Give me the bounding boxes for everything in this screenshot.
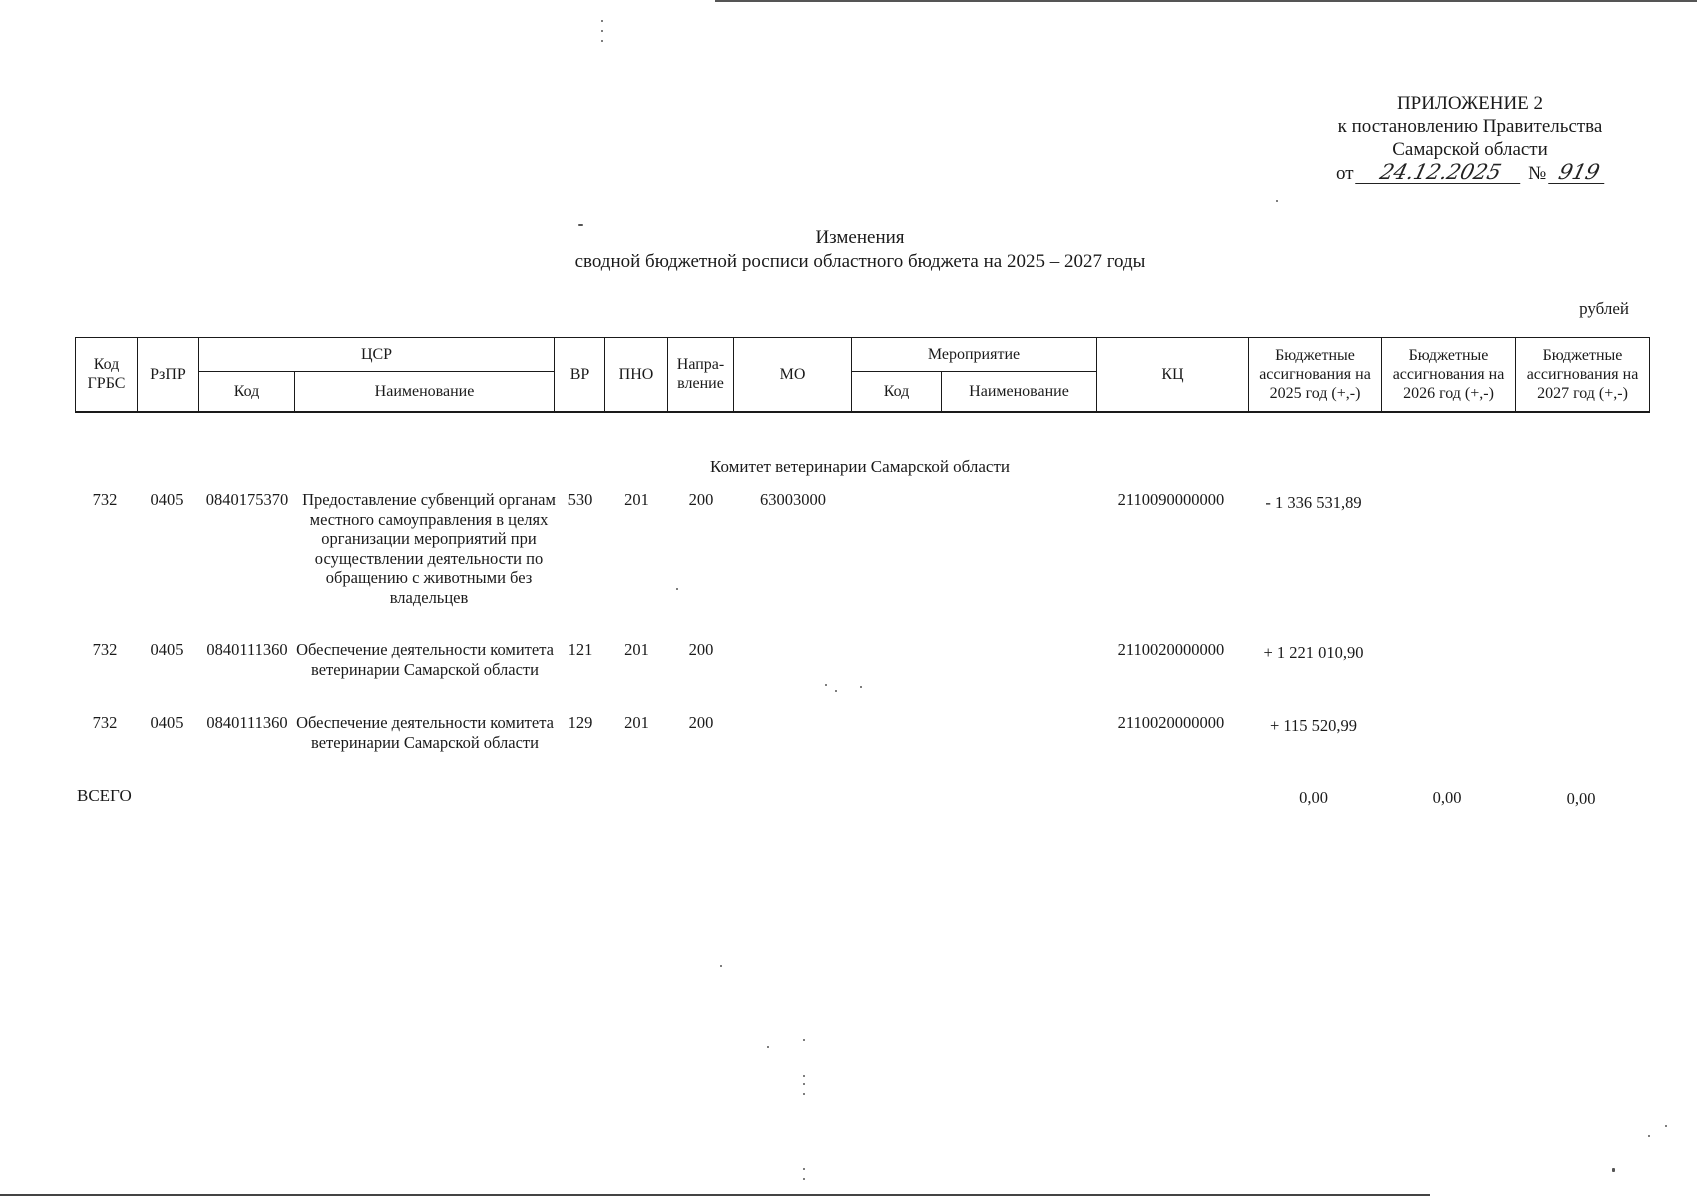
cell-mo: 63003000 bbox=[760, 490, 826, 509]
appendix-title: ПРИЛОЖЕНИЕ 2 bbox=[1396, 93, 1544, 114]
header-kod-grbs: Код ГРБС bbox=[76, 338, 138, 412]
total-budget-2027: 0,00 bbox=[1566, 789, 1596, 808]
cell-rzpr: 0405 bbox=[150, 640, 184, 659]
cell-napr: 200 bbox=[688, 640, 714, 659]
handwritten-number: 919 bbox=[1548, 161, 1610, 184]
table-header bbox=[75, 337, 1650, 413]
cell-vr: 129 bbox=[567, 713, 593, 732]
document-title: Изменения bbox=[815, 227, 905, 248]
scan-speck bbox=[676, 588, 678, 590]
cell-kc: 2110090000000 bbox=[1117, 490, 1225, 509]
cell-csr-kod: 0840111360 bbox=[206, 640, 288, 659]
scan-speck bbox=[803, 1168, 805, 1170]
scan-speck bbox=[601, 20, 603, 22]
scan-speck bbox=[803, 1039, 805, 1041]
header-mer-kod: Код bbox=[852, 372, 942, 412]
scan-speck bbox=[601, 40, 603, 42]
scan-speck bbox=[803, 1093, 805, 1095]
appendix-line-2: Самарской области bbox=[1392, 139, 1548, 160]
cell-csr-name: Предоставление субвенций органам местного самоуправления в целях организации мероприятий при осуществлении деятельности по обращению с животными без владельцев bbox=[302, 490, 556, 607]
cell-grbs: 732 bbox=[92, 713, 118, 732]
scan-speck bbox=[1665, 1125, 1667, 1127]
cell-budget-2025: - 1 336 531,89 bbox=[1265, 493, 1362, 512]
appendix-line-1: к постановлению Правительства bbox=[1337, 116, 1603, 137]
document-subtitle: сводной бюджетной росписи областного бюджета на 2025 – 2027 годы bbox=[574, 251, 1146, 272]
header-mer-name: Наименование bbox=[942, 372, 1097, 412]
cell-pno: 201 bbox=[624, 640, 649, 659]
header-rzpr: РзПР bbox=[138, 338, 199, 412]
scan-speck bbox=[803, 1075, 805, 1077]
scan-speck bbox=[860, 686, 862, 688]
header-budget-2027: Бюджетные ассигнования на 2027 год (+,-) bbox=[1516, 338, 1650, 412]
header-pno: ПНО bbox=[605, 338, 668, 412]
scan-edge-bottom bbox=[0, 1194, 1430, 1196]
total-budget-2025: 0,00 bbox=[1299, 788, 1328, 807]
scan-speck bbox=[825, 684, 827, 686]
units-label: рублей bbox=[1579, 299, 1629, 318]
cell-csr-name: Обеспечение деятельности комитета ветеринарии Самарской области bbox=[296, 640, 554, 679]
scan-edge-top bbox=[715, 0, 1697, 2]
header-kc: КЦ bbox=[1097, 338, 1249, 412]
appendix-signature-line bbox=[1305, 161, 1635, 185]
document-title-block bbox=[460, 226, 1260, 274]
cell-budget-2025: + 115 520,99 bbox=[1269, 716, 1358, 735]
header-budget-2026: Бюджетные ассигнования на 2026 год (+,-) bbox=[1382, 338, 1516, 412]
cell-budget-2025: + 1 221 010,90 bbox=[1263, 643, 1364, 662]
cell-kc: 2110020000000 bbox=[1117, 713, 1225, 732]
cell-napr: 200 bbox=[688, 490, 714, 509]
cell-rzpr: 0405 bbox=[150, 490, 184, 509]
scan-speck bbox=[803, 1178, 805, 1180]
cell-pno: 201 bbox=[624, 490, 649, 509]
scan-speck bbox=[767, 1046, 769, 1048]
total-label: ВСЕГО bbox=[77, 786, 132, 805]
scan-speck bbox=[1612, 1168, 1615, 1172]
handwritten-date: 24.12.2025 bbox=[1355, 161, 1526, 184]
cell-vr: 530 bbox=[567, 490, 593, 509]
cell-vr: 121 bbox=[567, 640, 593, 659]
number-label: № bbox=[1528, 163, 1547, 184]
header-csr-kod: Код bbox=[199, 372, 295, 412]
cell-grbs: 732 bbox=[92, 640, 118, 659]
header-vr: ВР bbox=[555, 338, 605, 412]
scan-speck bbox=[1648, 1135, 1650, 1137]
cell-kc: 2110020000000 bbox=[1117, 640, 1225, 659]
from-label: от bbox=[1336, 163, 1354, 184]
cell-napr: 200 bbox=[688, 713, 714, 732]
header-budget-2025: Бюджетные ассигнования на 2025 год (+,-) bbox=[1249, 338, 1382, 412]
header-meropriyatie: Мероприятие bbox=[852, 338, 1097, 372]
header-napravlenie: Напра- вление bbox=[668, 338, 734, 412]
cell-csr-kod: 0840175370 bbox=[205, 490, 289, 509]
scan-speck bbox=[720, 965, 722, 967]
scan-speck bbox=[1276, 200, 1278, 202]
cell-grbs: 732 bbox=[92, 490, 118, 509]
scan-speck bbox=[835, 690, 837, 692]
cell-csr-kod: 0840111360 bbox=[206, 713, 288, 732]
header-mo: МО bbox=[734, 338, 852, 412]
total-budget-2026: 0,00 bbox=[1432, 788, 1462, 807]
appendix-block bbox=[1305, 92, 1635, 185]
section-title: Комитет ветеринарии Самарской области bbox=[710, 457, 1010, 476]
header-csr-name: Наименование bbox=[295, 372, 555, 412]
cell-csr-name: Обеспечение деятельности комитета ветеринарии Самарской области bbox=[296, 713, 554, 752]
scan-speck bbox=[803, 1083, 805, 1085]
scan-speck bbox=[601, 30, 603, 32]
header-csr: ЦСР bbox=[199, 338, 555, 372]
cell-rzpr: 0405 bbox=[150, 713, 184, 732]
cell-pno: 201 bbox=[624, 713, 649, 732]
